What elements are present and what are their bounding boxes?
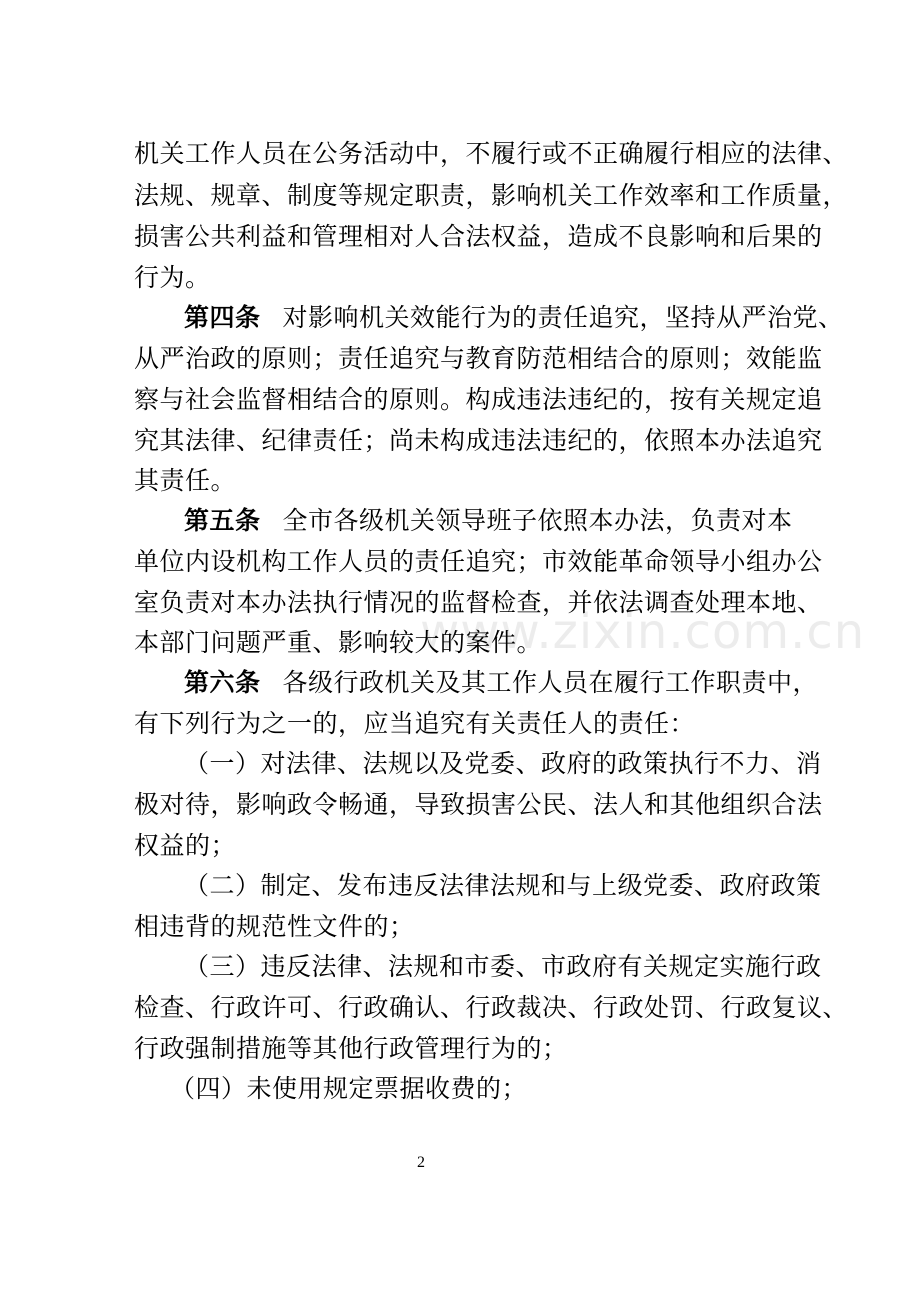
body-line: 损害公共利益和管理相对人合法权益，造成不良影响和后果的 [134,222,823,251]
body-line: 单位内设机构工作人员的责任追究；市效能革命领导小组办公 [134,547,823,576]
article-6-heading: 第六条 [184,668,261,697]
body-line: 从严治政的原则；责任追究与教育防范相结合的原则；效能监 [134,344,823,373]
body-line: 权益的； [134,831,237,860]
article-6-first-line [184,668,818,698]
body-line: 行政强制措施等其他行政管理行为的； [134,1034,568,1063]
list-item-1-line: （一）对法律、法规以及党委、政府的政策执行不力、消 [184,749,822,778]
page-number: 2 [417,1154,425,1171]
body-line: 相违背的规范性文件的； [134,912,415,941]
article-5-first-line [184,506,793,536]
body-line: 极对待，影响政令畅通，导致损害公民、法人和其他组织合法 [134,790,823,819]
body-line: 有下列行为之一的，应当追究有关责任人的责任： [134,709,696,738]
article-4-heading: 第四条 [184,303,261,332]
body-line: 室负责对本办法执行情况的监督检查，并依法调查处理本地、 [134,588,823,617]
article-4-text: 对影响机关效能行为的责任追究，坚持从严治党、 [282,303,844,332]
list-item-4-line: （四）未使用规定票据收费的； [170,1074,528,1103]
watermark: www.zixin.com.cn [420,604,866,660]
body-line: 检查、行政许可、行政确认、行政裁决、行政处罚、行政复议、 [134,993,849,1022]
article-6-text: 各级行政机关及其工作人员在履行工作职责中， [282,668,819,697]
article-4-first-line [184,303,844,333]
body-line: 机关工作人员在公务活动中，不履行或不正确履行相应的法律、 [134,139,849,168]
article-5-heading: 第五条 [184,506,261,535]
body-line: 察与社会监督相结合的原则。构成违法违纪的，按有关规定追 [134,385,823,414]
list-item-3-line: （三）违反法律、法规和市委、市政府有关规定实施行政 [184,952,822,981]
body-line: 法规、规章、制度等规定职责，影响机关工作效率和工作质量， [134,181,849,210]
body-line: 行为。 [134,263,211,292]
body-line: 本部门问题严重、影响较大的案件。 [134,628,543,657]
body-line: 其责任。 [134,466,237,495]
list-item-2-line: （二）制定、发布违反法律法规和与上级党委、政府政策 [184,871,822,900]
body-line: 究其法律、纪律责任；尚未构成违法违纪的，依照本办法追究 [134,426,823,455]
article-5-text: 全市各级机关领导班子依照本办法，负责对本 [282,506,793,535]
